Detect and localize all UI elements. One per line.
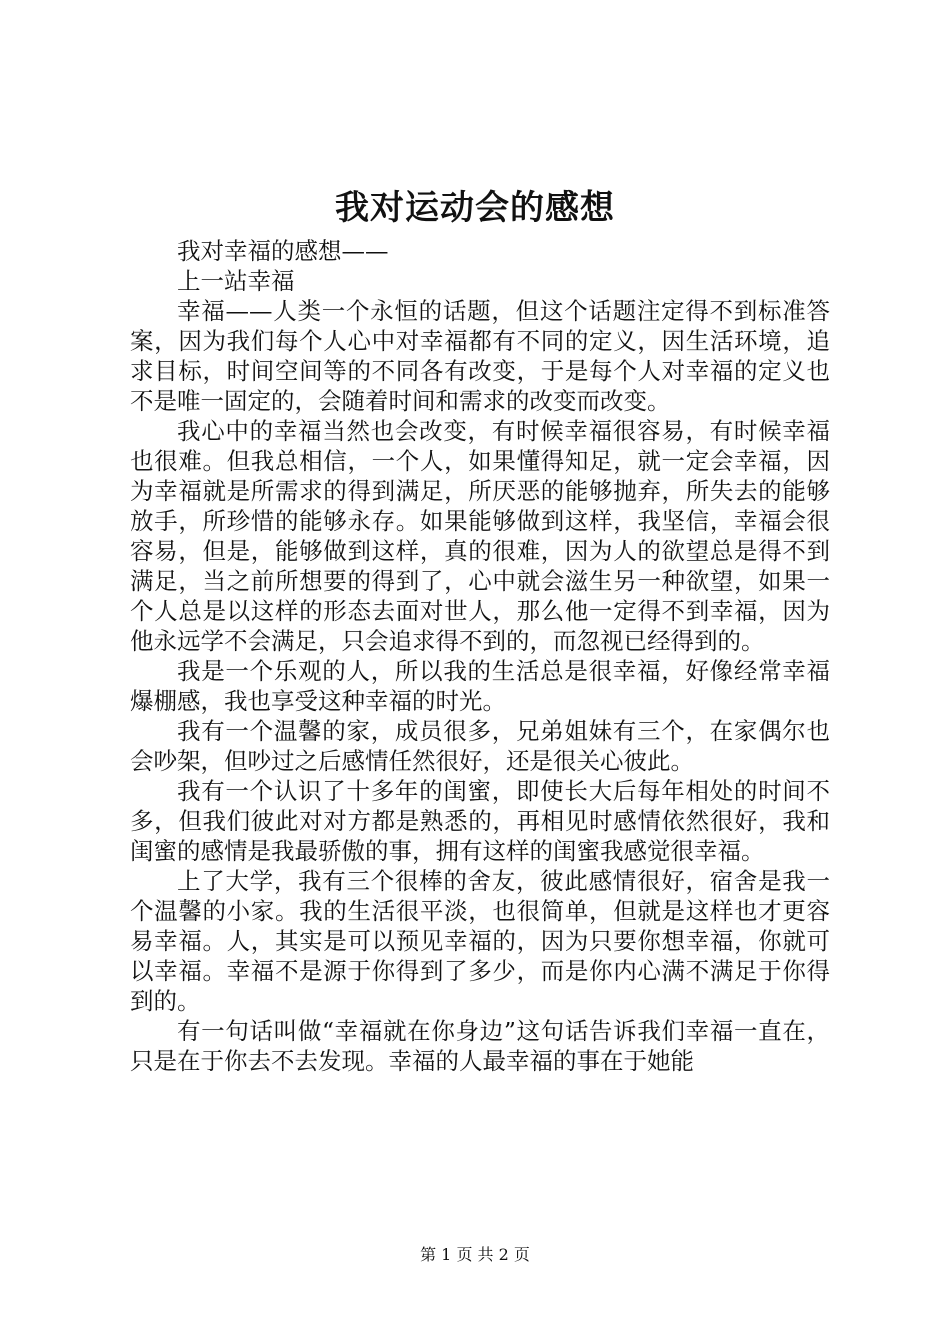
paragraph: 上一站幸福 (177, 267, 295, 295)
paragraph: 我有一个温馨的家，成员很多，兄弟姐妹有三个，在家偶尔也会吵架，但吵过之后感情任然很好，还是很关心彼此。 (130, 717, 830, 775)
page-footer: 第 1 页 共 2 页 (420, 1245, 530, 1264)
paragraph: 上了大学，我有三个很棒的舍友，彼此感情很好，宿舍是我一个温馨的小家。我的生活很平淡，也很简单，但就是这样也才更容易幸福。人，其实是可以预见幸福的，因为只要你想幸福，你就可以幸福。幸福不是源于你得到了多少，而是你内心满不满足于你得到的。 (130, 867, 830, 1015)
paragraph: 我有一个认识了十多年的闺蜜，即使长大后每年相处的时间不多，但我们彼此对对方都是熟悉的，再相见时感情依然很好，我和闺蜜的感情是我最骄傲的事，拥有这样的闺蜜我感觉很幸福。 (130, 777, 830, 865)
paragraph: 我对幸福的感想—— (177, 237, 389, 265)
document-title: 我对运动会的感想 (335, 188, 615, 228)
paragraph: 我是一个乐观的人，所以我的生活总是很幸福，好像经常幸福爆棚感，我也享受这种幸福的时光。 (130, 657, 830, 715)
paragraph: 我心中的幸福当然也会改变，有时候幸福很容易，有时候幸福也很难。但我总相信，一个人，如果懂得知足，就一定会幸福，因为幸福就是所需求的得到满足，所厌恶的能够抛弃，所失去的能够放手，所珍惜的能够永存。如果能够做到这样，我坚信，幸福会很容易，但是，能够做到这样，真的很难，因为人的欲望总是得不到满足，当之前所想要的得到了，心中就会滋生另一种欲望，如果一个人总是以这样的形态去面对世人，那么他一定得不到幸福，因为他永远学不会满足，只会追求得不到的，而忽视已经得到的。 (130, 417, 830, 655)
paragraph: 有一句话叫做“幸福就在你身边”这句话告诉我们幸福一直在，只是在于你去不去发现。幸福的人最幸福的事在于她能 (130, 1017, 830, 1075)
paragraph: 幸福——人类一个永恒的话题，但这个话题注定得不到标准答案，因为我们每个人心中对幸福都有不同的定义，因生活环境，追求目标，时间空间等的不同各有改变，于是每个人对幸福的定义也不是唯一固定的，会随着时间和需求的改变而改变。 (130, 297, 830, 415)
document-body (130, 236, 830, 1076)
